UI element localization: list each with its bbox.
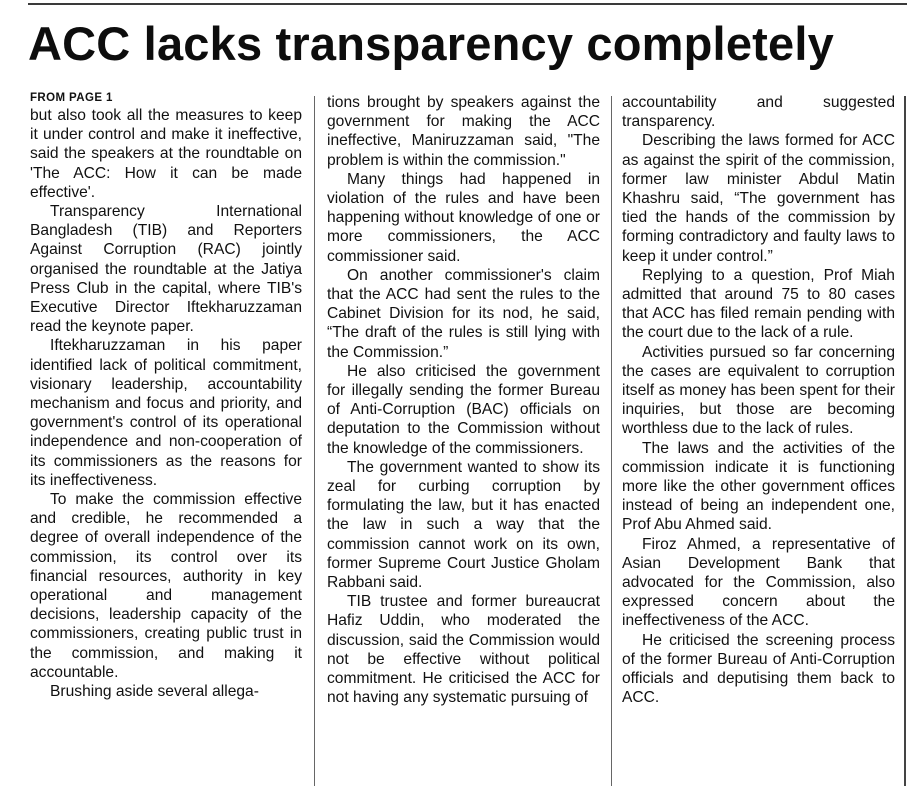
column-divider [611, 96, 612, 786]
paragraph: The laws and the activities of the commission indicate it is functioning more like the other government offices instead of being an independent one, Prof Abu Ahmed said. [622, 439, 895, 534]
paragraph: He criticised the screening process of the former Bureau of Anti-Corruption officials and deputising them back to ACC. [622, 631, 895, 707]
continuation-kicker: FROM PAGE 1 [30, 92, 113, 104]
paragraph: tions brought by speakers against the government for making the ACC ineffective, Maniruzzaman said, "The problem is within the commission." [327, 94, 600, 169]
paragraph: Brushing aside several allega- [50, 683, 259, 701]
paragraph: Describing the laws formed for ACC as against the spirit of the commission, former law minister Abdul Matin Khashru said, “The government has tied the hands of the commission by forming contradictory and faulty laws to keep it under control.” [622, 132, 895, 265]
paragraph: Activities pursued so far concerning the cases are equivalent to corruption itself as money has been spent for their inquiries, but those are becoming worthless due to the lack of rules. [622, 343, 895, 438]
article-column-3 [622, 93, 895, 708]
top-rule [28, 3, 907, 5]
paragraph: Iftekharuzzaman in his paper identified lack of political commitment, visionary leadership, accountability mechanism and focus and priority, and government's control of its operational independence and non-cooperation of its commissioners as the reasons for its ineffectiveness. [30, 337, 302, 489]
paragraph: Firoz Ahmed, a representative of Asian Development Bank that advocated for the Commission, also expressed concern about the ineffectiveness of the ACC. [622, 535, 895, 630]
paragraph: On another commissioner's claim that the ACC had sent the rules to the Cabinet Division for its nod, he said, “The draft of the rules is still lying with the Commission.” [327, 266, 600, 361]
right-border [904, 96, 906, 786]
paragraph: Replying to a question, Prof Miah admitted that around 75 to 80 cases that ACC has filed remain pending with the court due to the lack of a rule. [622, 266, 895, 342]
column-divider [314, 96, 315, 786]
headline: ACC lacks transparency completely [28, 17, 834, 70]
paragraph: He also criticised the government for illegally sending the former Bureau of Anti-Corruption (BAC) officials on deputation to the Commission without the knowledge of the commissioners. [327, 362, 600, 457]
article-column-2 [327, 93, 600, 708]
paragraph: To make the commission effective and credible, he recommended a degree of overall independence of the commission, its control over its financial resources, authority in key operational and management decisions, leadership capacity of the commissioners, creating public trust in the commission, and making it accountable. [30, 491, 302, 681]
paragraph: Many things had happened in violation of the rules and have been happening without knowledge of one or more commissioners, the ACC commissioner said. [327, 170, 600, 265]
paragraph: The government wanted to show its zeal for curbing corruption by formulating the law, but it has enacted the law in such a way that the commission cannot work on its own, former Supreme Court Justice Gholam Rabbani said. [327, 458, 600, 592]
paragraph: but also took all the measures to keep it under control and make it ineffective, said the speakers at the roundtable on 'The ACC: How it can be made effective'. [30, 107, 302, 201]
paragraph: accountability and suggested transparency. [622, 94, 895, 131]
paragraph: TIB trustee and former bureaucrat Hafiz Uddin, who moderated the discussion, said the Commission would not be effective without political commitment. He criticised the ACC for not having any systematic pursuing of [327, 593, 600, 707]
article-column-1 [30, 91, 302, 701]
paragraph: Transparency International Bangladesh (TIB) and Reporters Against Corruption (RAC) jointly organised the roundtable at the Jatiya Press Club in the capital, where TIB's Executive Director Iftekharuzzaman read the keynote paper. [30, 203, 302, 336]
